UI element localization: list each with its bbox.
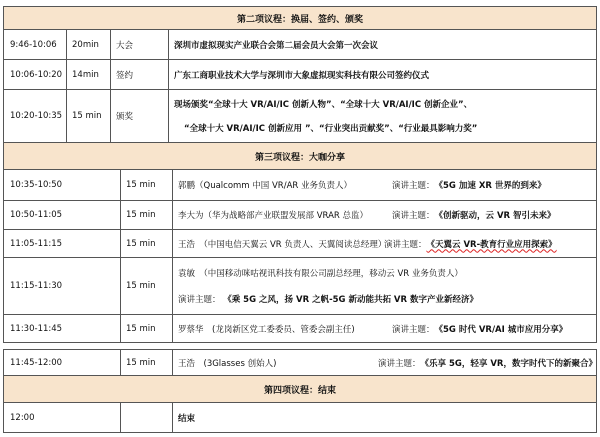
section-header-3 — [3, 143, 597, 170]
section-header-2 — [3, 6, 597, 30]
section-title: 第三项议程：大咖分享 — [254, 152, 345, 163]
topic-cell — [392, 170, 598, 200]
speaker-cell: 李大为（华为战略部产业联盟发展部 VRAR 总监） — [178, 211, 369, 221]
time-cell: 10:35-10:50 — [10, 180, 63, 190]
speaker-line: 袁敏 （中国移动咪咕视讯科技有限公司副总经理，移动云 VR 业务负责人） — [178, 269, 463, 279]
section-title: 第四项议程：结束 — [263, 385, 336, 396]
topic-label: 演讲主题： — [392, 181, 435, 191]
content-cell: 广东工商职业技术大学与深圳市大象虚拟现实科技有限公司签约仪式 — [174, 70, 430, 81]
duration-cell: 20min — [72, 39, 99, 50]
type-cell: 签约 — [116, 70, 134, 81]
time-cell: 11:45-12:00 — [10, 357, 63, 368]
topic-cell — [392, 315, 598, 342]
time-cell: 11:30-11:45 — [10, 323, 63, 334]
duration-cell: 15 min — [126, 281, 156, 291]
content-cell: 结束 — [178, 413, 196, 424]
topic-label: 演讲主题： — [392, 324, 435, 335]
topic-line — [178, 293, 478, 305]
duration-cell: 15 min — [72, 111, 102, 121]
content-cell — [168, 90, 598, 142]
topic-title: 《天翼云 VR-教育行业应用探索》 — [426, 239, 557, 250]
speaker-cell: 罗蔡华 (龙岗新区党工委委员、管委会副主任) — [178, 324, 355, 335]
table-row — [3, 258, 597, 315]
duration-cell: 15 min — [126, 210, 156, 220]
topic-title: 《5G 加速 XR 世界的到来》 — [434, 181, 546, 191]
duration-cell: 15 min — [126, 357, 156, 368]
time-cell: 10:06-10:20 — [10, 69, 63, 80]
content-line: 现场颁奖“全球十大 VR/AI/IC 创新人物”、“全球十大 VR/AI/IC 创新企业”、 — [174, 100, 473, 110]
table-row — [3, 315, 597, 343]
topic-title: 《乘 5G 之风，扬 VR 之帆-5G 新动能共拓 VR 数字产业新经济》 — [223, 295, 478, 305]
duration-cell: 15 min — [126, 238, 156, 249]
time-cell: 9:46-10:06 — [10, 39, 57, 50]
topic-cell — [384, 230, 598, 257]
table-row — [3, 60, 597, 90]
table-row — [3, 170, 597, 201]
type-cell: 颁奖 — [116, 112, 134, 122]
speaker-cell: 王浩 （中国电信天翼云 VR 负责人、天翼阅读总经理） — [178, 239, 387, 250]
time-cell: 10:50-11:05 — [10, 210, 63, 220]
section-header-4 — [3, 376, 597, 403]
time-cell: 11:05-11:15 — [10, 238, 63, 249]
topic-label: 演讲主题： — [392, 211, 435, 221]
time-cell: 11:15-11:30 — [10, 281, 63, 291]
table-row — [3, 201, 597, 230]
duration-cell: 14min — [72, 69, 99, 80]
duration-cell: 15 min — [126, 323, 156, 334]
time-cell: 10:20-10:35 — [10, 111, 63, 121]
topic-label: 演讲主题： — [384, 239, 427, 250]
speaker-cell: 王浩 (3Glasses 创始人) — [178, 358, 277, 369]
table-row — [3, 230, 597, 258]
content-cell: 深圳市虚拟现实产业联合会第二届会员大会第一次会议 — [174, 40, 379, 51]
topic-title: 《创新驱动，云 VR 智引未来》 — [434, 211, 556, 221]
topic-cell — [392, 201, 598, 229]
type-cell: 大会 — [116, 40, 134, 51]
table-row — [3, 349, 597, 376]
time-cell: 12:00 — [10, 412, 35, 423]
table-row — [3, 403, 597, 433]
duration-cell: 15 min — [126, 180, 156, 190]
section-title: 第二项议程：换届、签约、颁奖 — [236, 14, 363, 25]
speaker-topic-cell — [172, 258, 598, 314]
duration-cell — [120, 403, 172, 432]
topic-label: 演讲主题： — [378, 358, 421, 369]
table-row — [3, 90, 597, 143]
topic-label: 演讲主题： — [178, 295, 221, 305]
speaker-cell: 郭鹏（Qualcomm 中国 VR/AR 业务负责人） — [178, 181, 352, 191]
topic-cell — [378, 350, 598, 375]
topic-title: 《5G 时代 VR/AI 城市应用分享》 — [434, 324, 568, 335]
content-line: “全球十大 VR/AI/IC 创新应用 ”、“行业突出贡献奖”、“行业最具影响力奖” — [184, 124, 478, 134]
table-row — [3, 30, 597, 60]
topic-title: 《乐享 5G，轻享 VR，数字时代下的新聚合》 — [420, 358, 597, 369]
